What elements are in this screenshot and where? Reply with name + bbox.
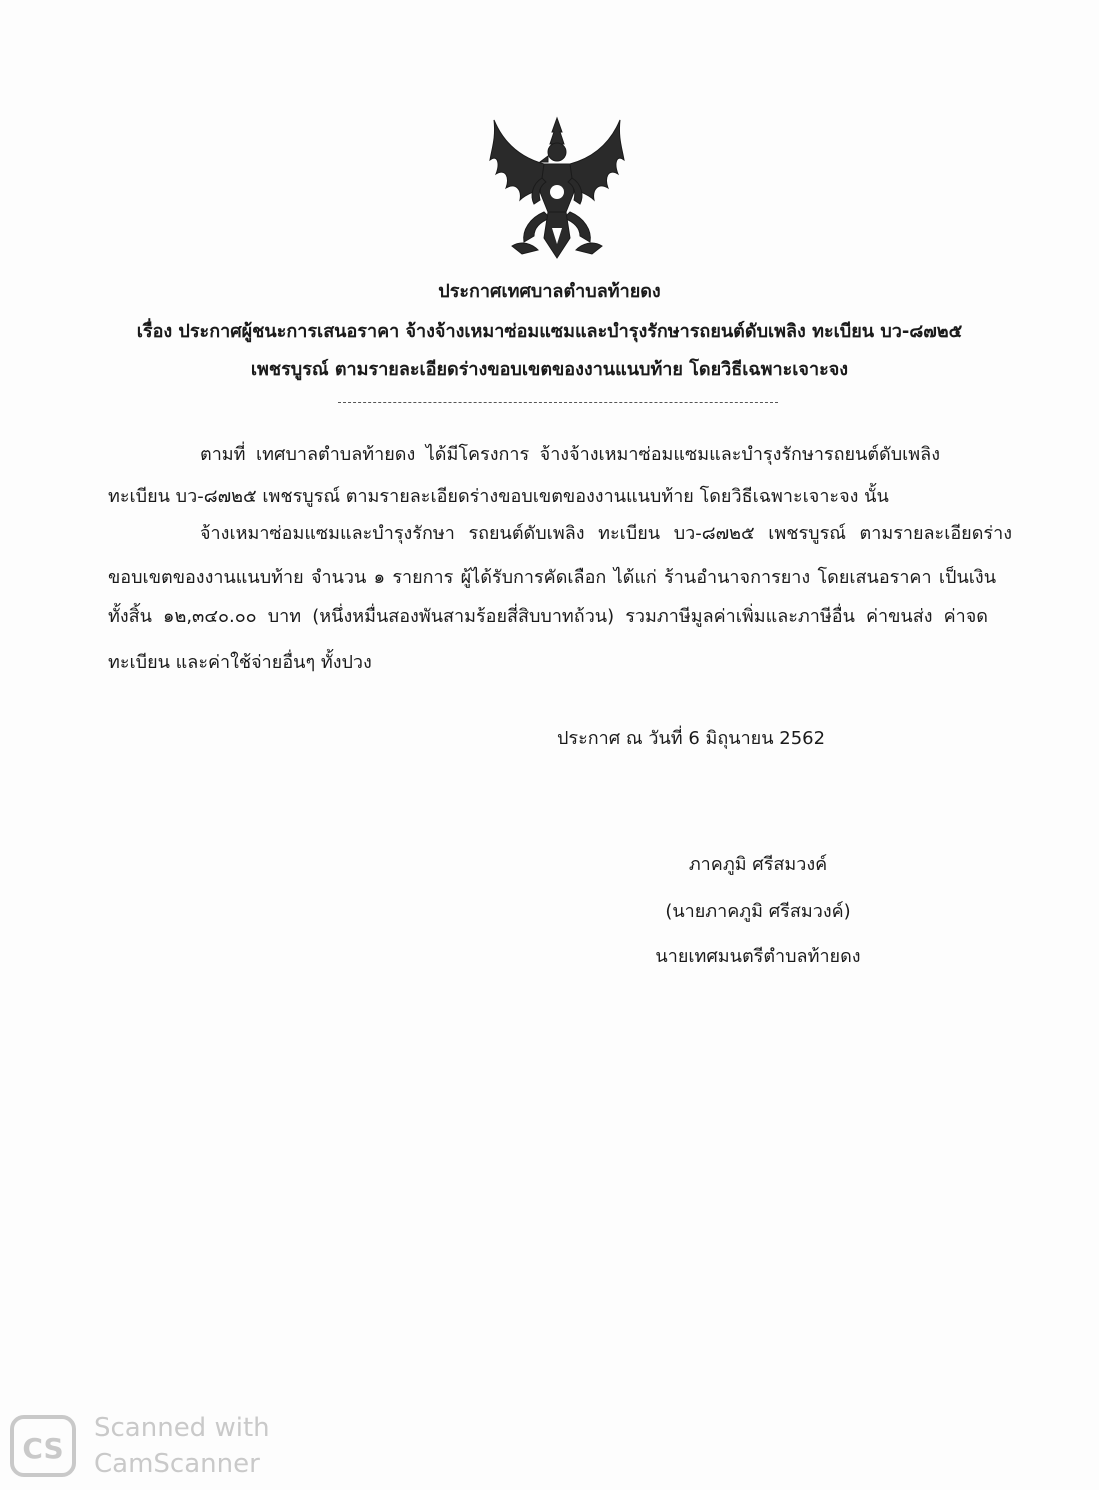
scanner-watermark [10, 1413, 300, 1483]
subject-line-1: เรื่อง ประกาศผู้ชนะการเสนอราคา จ้างจ้างเหมาซ่อมแซมและบำรุงรักษารถยนต์ดับเพลิง ทะเบียน บว-๘๗๒๕ [136, 321, 963, 342]
printed-name: (นายภาคภูมิ ศรีสมวงค์) [665, 901, 851, 922]
camscanner-logo-text: CS [22, 1432, 64, 1465]
paragraph-1-line-2: ทะเบียน บว-๘๗๒๕ เพชรบูรณ์ ตามรายละเอียดร่างขอบเขตของงานแนบท้าย โดยวิธีเฉพาะเจาะจง นั้น [108, 486, 889, 507]
announcement-date: ประกาศ ณ วันที่ 6 มิถุนายน 2562 [557, 728, 826, 749]
agency-title: ประกาศเทศบาลตำบลท้ายดง [438, 281, 661, 302]
paragraph-1-line-1: ตามที่ เทศบาลตำบลท้ายดง ได้มีโครงการ จ้างจ้างเหมาซ่อมแซมและบำรุงรักษารถยนต์ดับเพลิง [200, 444, 940, 465]
signer-position: นายเทศมนตรีตำบลท้ายดง [655, 946, 861, 967]
watermark-line-2: CamScanner [94, 1449, 260, 1479]
paragraph-2-line-4: ทะเบียน และค่าใช้จ่ายอื่นๆ ทั้งปวง [108, 652, 372, 673]
paragraph-2-line-3: ทั้งสิ้น ๑๒,๓๔๐.๐๐ บาท (หนึ่งหมื่นสองพันสามร้อยสี่สิบบาทถ้วน) รวมภาษีมูลค่าเพิ่มและภาษีอื่น ค่าขนส่ง ค่าจด [108, 606, 988, 627]
paragraph-2-line-1: จ้างเหมาซ่อมแซมและบำรุงรักษา รถยนต์ดับเพลิง ทะเบียน บว-๘๗๒๕ เพชรบูรณ์ ตามรายละเอียดร่าง [200, 523, 1012, 544]
signed-name: ภาคภูมิ ศรีสมวงค์ [688, 854, 828, 875]
camscanner-logo-icon [10, 1415, 76, 1477]
separator-line [338, 402, 778, 403]
subject-line-2: เพชรบูรณ์ ตามรายละเอียดร่างขอบเขตของงานแนบท้าย โดยวิธีเฉพาะเจาะจง [250, 359, 849, 380]
paragraph-2-line-2: ขอบเขตของงานแนบท้าย จำนวน ๑ รายการ ผู้ได้รับการคัดเลือก ได้แก่ ร้านอำนาจการยาง โดยเสนอราคา เป็นเงิน [108, 567, 996, 588]
garuda-emblem-icon [482, 108, 632, 268]
watermark-line-1: Scanned with [94, 1413, 270, 1443]
